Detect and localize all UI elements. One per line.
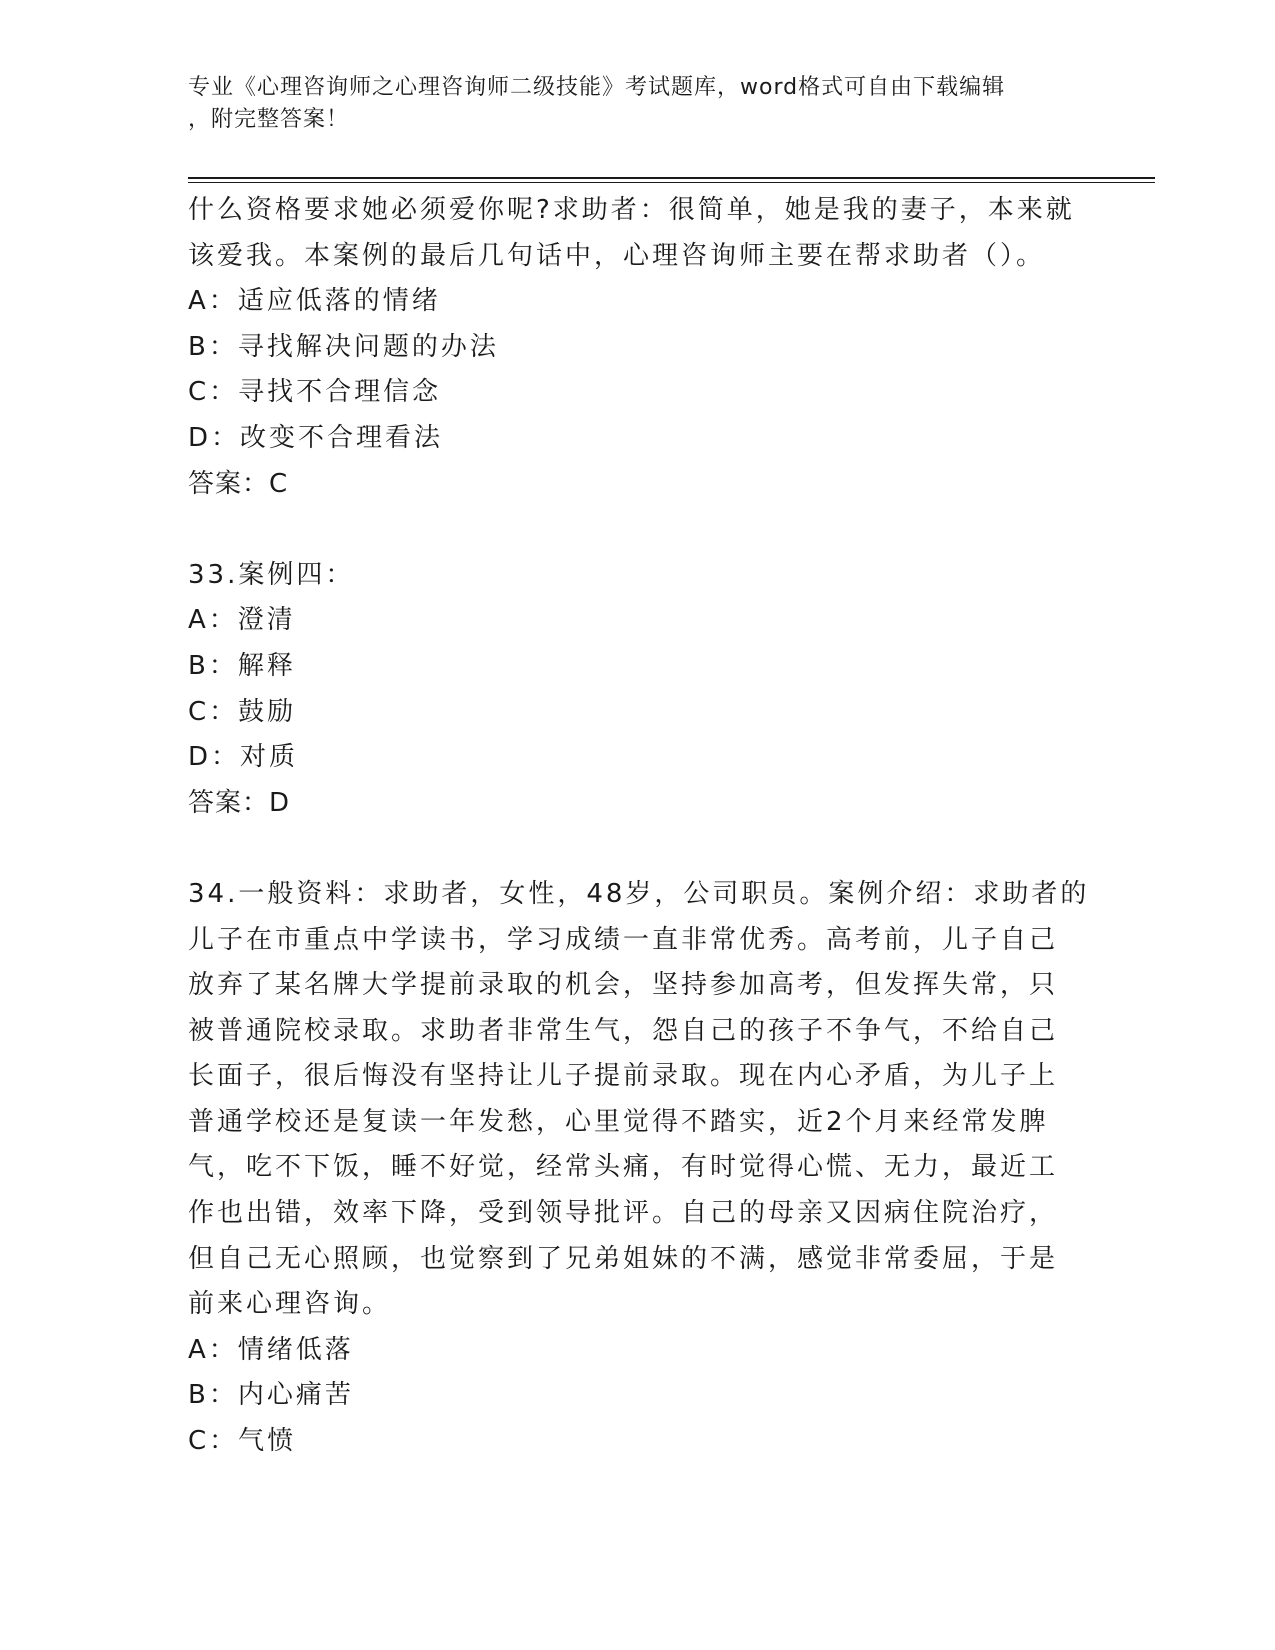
option-a: A：澄清 xyxy=(188,605,296,636)
option-d: D：改变不合理看法 xyxy=(188,422,444,453)
option-b: B：内心痛苦 xyxy=(188,1380,354,1411)
question-32 xyxy=(188,188,1088,507)
header-line-2: ，附完整答案！ xyxy=(188,107,350,132)
spacer xyxy=(188,826,1088,872)
question-text-line: 作也出错，效率下降，受到领导批评。自己的母亲又因病住院治疗， xyxy=(188,1198,1059,1229)
question-text-line: 但自己无心照顾，也觉察到了兄弟姐妹的不满，感觉非常委屈，于是 xyxy=(188,1243,1059,1274)
document-header xyxy=(188,72,1088,136)
option-c: C：气愤 xyxy=(188,1426,297,1457)
document-body xyxy=(188,188,1088,1465)
header-divider-thick xyxy=(188,177,1155,179)
answer: 答案：D xyxy=(188,787,291,818)
question-text-line: 前来心理咨询。 xyxy=(188,1289,392,1320)
question-title: 33.案例四： xyxy=(188,559,355,590)
option-a: A：适应低落的情绪 xyxy=(188,286,441,317)
spacer xyxy=(188,507,1088,553)
question-34 xyxy=(188,872,1088,1465)
question-text-line: 34.一般资料：求助者，女性，48岁，公司职员。案例介绍：求助者的 xyxy=(188,878,1090,909)
question-text-line: 放弃了某名牌大学提前录取的机会，坚持参加高考，但发挥失常，只 xyxy=(188,970,1059,1001)
option-c: C：鼓励 xyxy=(188,696,297,727)
option-b: B：解释 xyxy=(188,650,296,681)
option-b: B：寻找解决问题的办法 xyxy=(188,331,499,362)
question-text-line: 什么资格要求她必须爱你呢?求助者：很简单，她是我的妻子，本来就 xyxy=(188,195,1075,225)
question-text-line: 长面子，很后悔没有坚持让儿子提前录取。现在内心矛盾，为儿子上 xyxy=(188,1061,1059,1092)
answer: 答案：C xyxy=(188,468,289,499)
question-text-line: 气，吃不下饭，睡不好觉，经常头痛，有时觉得心慌、无力，最近工 xyxy=(188,1152,1059,1183)
question-text-line: 儿子在市重点中学读书，学习成绩一直非常优秀。高考前，儿子自己 xyxy=(188,924,1059,955)
question-33 xyxy=(188,553,1088,827)
option-c: C：寻找不合理信念 xyxy=(188,377,442,408)
header-line-1: 专业《心理咨询师之心理咨询师二级技能》考试题库，word格式可自由下载编辑 xyxy=(188,75,1006,100)
question-text-line: 普通学校还是复读一年发愁，心里觉得不踏实，近2个月来经常发脾 xyxy=(188,1106,1049,1137)
question-text-line: 被普通院校录取。求助者非常生气，怨自己的孩子不争气，不给自己 xyxy=(188,1015,1059,1046)
option-a: A：情绪低落 xyxy=(188,1334,354,1365)
option-d: D：对质 xyxy=(188,742,299,773)
header-divider-thin xyxy=(188,182,1155,183)
question-text-line: 该爱我。本案例的最后几句话中，心理咨询师主要在帮求助者（）。 xyxy=(188,240,1046,271)
